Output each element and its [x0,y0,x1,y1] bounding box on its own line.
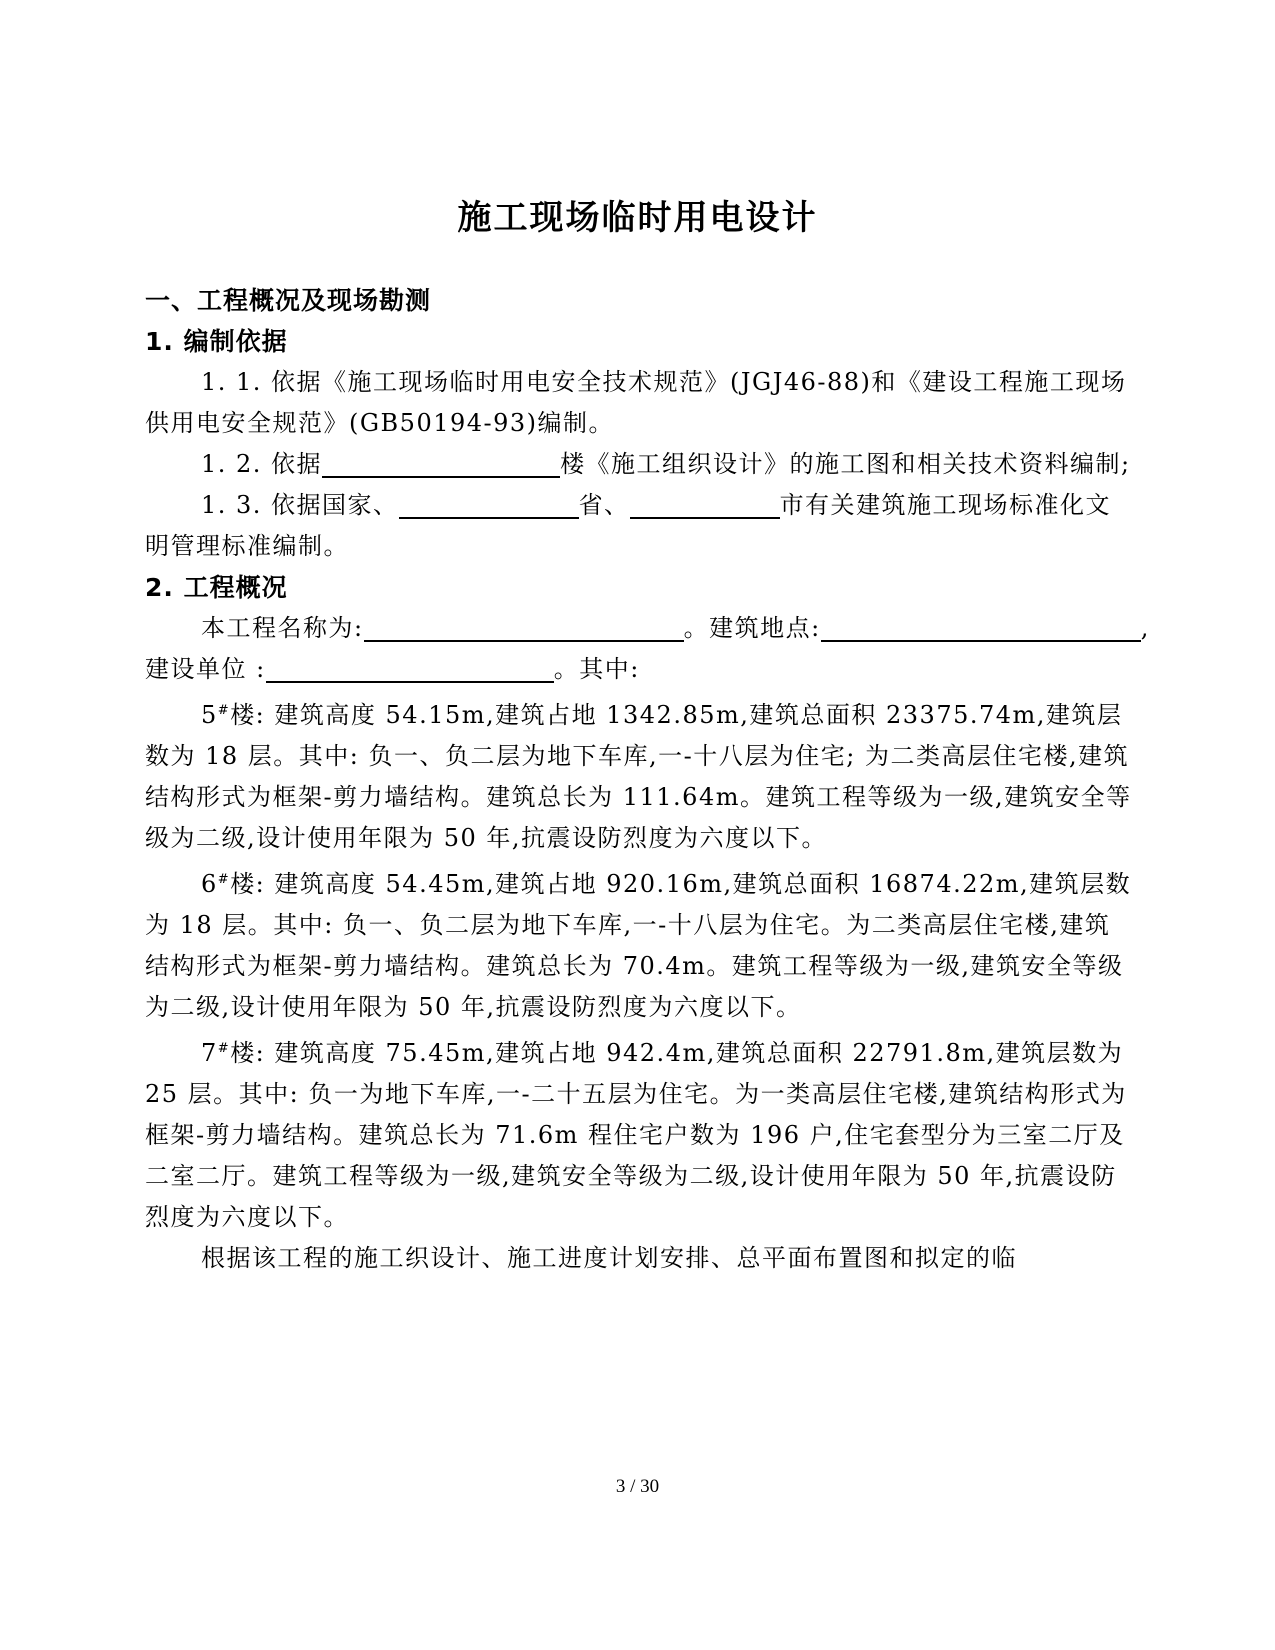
construction-unit-blank [266,653,554,683]
basis-item-2 [145,444,1135,485]
construction-unit-line [145,649,1135,690]
building-5-mark: # [217,703,231,718]
basis-item-2-suffix: 楼《施工组织设计》的施工图和相关技术资料编制; [560,450,1131,478]
basis-item-3-prefix: 1. 3. 依据国家、 [201,491,399,519]
section-heading: 一、工程概况及现场勘测 [145,286,432,315]
basis-item-3-mid: 省、 [578,491,630,519]
page-title: 施工现场临时用电设计 [457,198,818,238]
building-5-paragraph [145,690,1135,859]
building-7-text: 楼: 建筑高度 75.45m,建筑占地 942.4m,建筑总面积 22791.8m,建筑层数为 25 层。其中: 负一为地下车库,一-二十五层为住宅。为一类高层住宅楼,建筑结构形式为框架-剪力墙结构。建筑总长为 71.6m 程住宅户数为 196 户,住宅套型分为三室二厅及二室二厅。建筑工程等级为一级,建筑安全等级为二级,设计使用年限为 50 年,抗震设防烈度为六度以下。 [145,1039,1127,1231]
building-5-number: 5 [201,701,218,729]
building-name-blank [322,448,560,478]
basis-item-3-suffix: 市有关建筑施工现场标准化文明管理标准编制。 [145,491,1112,560]
city-blank [630,489,780,519]
building-6-paragraph [145,859,1135,1028]
building-6-mark: # [217,872,231,887]
building-7-paragraph [145,1028,1135,1238]
basis-item-1: 1. 1. 依据《施工现场临时用电安全技术规范》(JGJ46-88)和《建设工程施工现场供用电安全规范》(GB50194-93)编制。 [145,368,1127,437]
project-name-blank [364,612,684,642]
building-7-number: 7 [201,1039,218,1067]
page-number: 3 / 30 [615,1476,660,1497]
closing-paragraph: 根据该工程的施工织设计、施工进度计划安排、总平面布置图和拟定的临 [201,1244,1017,1272]
subsection-heading-overview: 2. 工程概况 [145,573,288,602]
building-7-mark: # [217,1041,231,1056]
building-6-text: 楼: 建筑高度 54.45m,建筑占地 920.16m,建筑总面积 16874.22m,建筑层数为 18 层。其中: 负一、负二层为地下车库,一-十八层为住宅。为二类高层住宅楼,建筑结构形式为框架-剪力墙结构。建筑总长为 70.4m。建筑工程等级为一级,建筑安全等级为二级,设计使用年限为 50 年,抗震设防烈度为六度以下。 [145,870,1132,1021]
location-blank [821,612,1141,642]
document-body [145,280,1150,1279]
project-name-line [145,608,1150,649]
province-blank [399,489,579,519]
project-name-label: 本工程名称为: [201,614,364,642]
location-label: 。建筑地点: [683,614,821,642]
construction-unit-label: 建设单位 : [145,655,266,683]
subsection-heading-basis: 1. 编制依据 [145,327,288,356]
basis-item-2-prefix: 1. 2. 依据 [201,450,323,478]
building-6-number: 6 [201,870,218,898]
building-5-text: 楼: 建筑高度 54.15m,建筑占地 1342.85m,建筑总面积 23375.74m,建筑层数为 18 层。其中: 负一、负二层为地下车库,一-十八层为住宅; 为二类高层住宅楼,建筑结构形式为框架-剪力墙结构。建筑总长为 111.64m。建筑工程等级为一级,建筑安全等级为二级,设计使用年限为 50 年,抗震设防烈度为六度以下。 [145,701,1132,852]
construction-unit-end: 。其中: [553,655,640,683]
basis-item-3 [145,485,1135,567]
location-end: , [1140,614,1150,642]
